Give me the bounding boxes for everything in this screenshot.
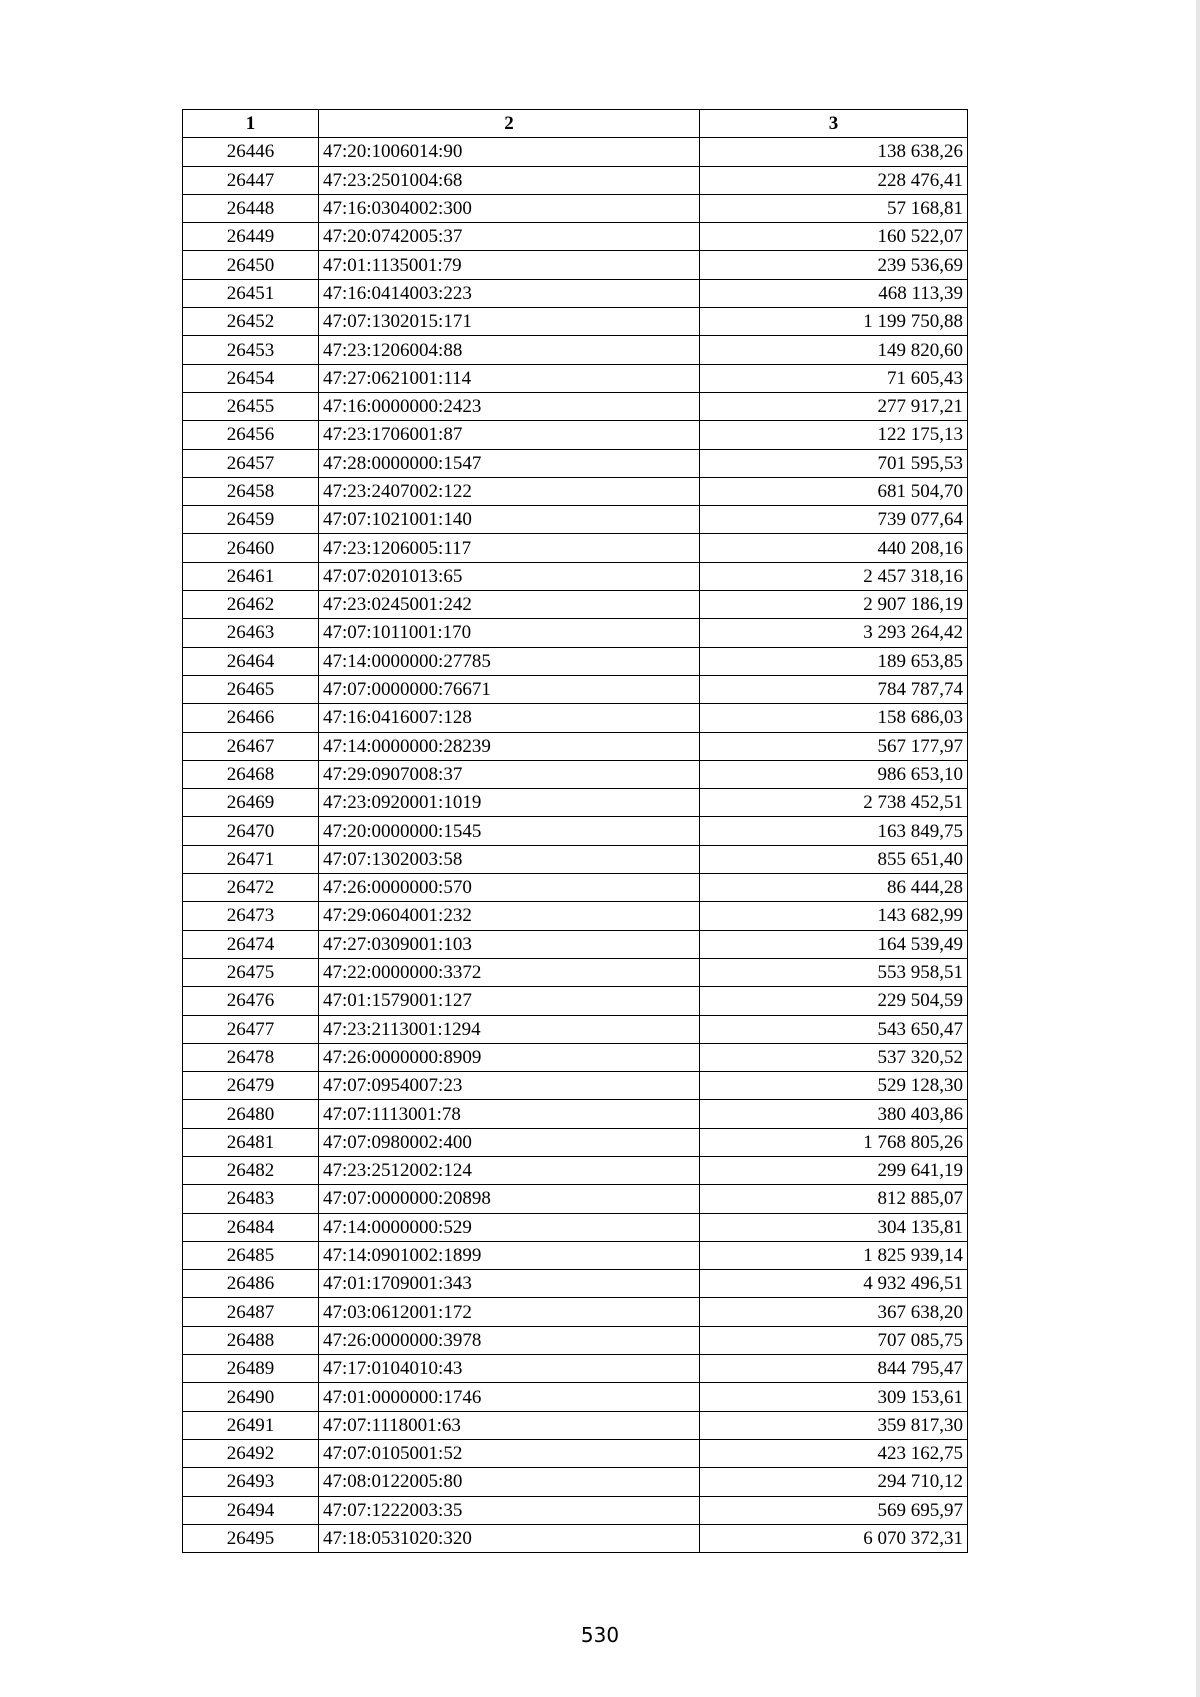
row-number-cell: 26486 <box>183 1270 319 1298</box>
value-cell: 71 605,43 <box>700 364 968 392</box>
header-col-3: 3 <box>700 110 968 138</box>
table-row <box>183 223 968 251</box>
value-cell: 681 504,70 <box>700 477 968 505</box>
value-cell: 569 695,97 <box>700 1496 968 1524</box>
value-cell: 304 135,81 <box>700 1213 968 1241</box>
row-number-cell: 26471 <box>183 845 319 873</box>
table-row <box>183 279 968 307</box>
table-row <box>183 789 968 817</box>
cadastral-number-cell: 47:29:0907008:37 <box>319 760 700 788</box>
row-number-cell: 26457 <box>183 449 319 477</box>
row-number-cell: 26461 <box>183 562 319 590</box>
value-cell: 380 403,86 <box>700 1100 968 1128</box>
cadastral-number-cell: 47:07:1118001:63 <box>319 1411 700 1439</box>
value-cell: 294 710,12 <box>700 1468 968 1496</box>
value-cell: 149 820,60 <box>700 336 968 364</box>
table-row <box>183 902 968 930</box>
cadastral-number-cell: 47:18:0531020:320 <box>319 1524 700 1552</box>
row-number-cell: 26493 <box>183 1468 319 1496</box>
data-table <box>182 109 968 1553</box>
cadastral-number-cell: 47:08:0122005:80 <box>319 1468 700 1496</box>
row-number-cell: 26477 <box>183 1015 319 1043</box>
cadastral-number-cell: 47:14:0000000:28239 <box>319 732 700 760</box>
value-cell: 855 651,40 <box>700 845 968 873</box>
table-row <box>183 1043 968 1071</box>
row-number-cell: 26489 <box>183 1355 319 1383</box>
table-row <box>183 477 968 505</box>
value-cell: 1 199 750,88 <box>700 308 968 336</box>
cadastral-number-cell: 47:23:2113001:1294 <box>319 1015 700 1043</box>
value-cell: 543 650,47 <box>700 1015 968 1043</box>
table-row <box>183 392 968 420</box>
row-number-cell: 26474 <box>183 930 319 958</box>
row-number-cell: 26465 <box>183 675 319 703</box>
table-row <box>183 1185 968 1213</box>
value-cell: 537 320,52 <box>700 1043 968 1071</box>
value-cell: 143 682,99 <box>700 902 968 930</box>
cadastral-number-cell: 47:07:0000000:76671 <box>319 675 700 703</box>
table-row <box>183 336 968 364</box>
row-number-cell: 26490 <box>183 1383 319 1411</box>
row-number-cell: 26463 <box>183 619 319 647</box>
row-number-cell: 26449 <box>183 223 319 251</box>
cadastral-number-cell: 47:23:0245001:242 <box>319 591 700 619</box>
value-cell: 2 457 318,16 <box>700 562 968 590</box>
row-number-cell: 26472 <box>183 874 319 902</box>
value-cell: 228 476,41 <box>700 166 968 194</box>
row-number-cell: 26459 <box>183 506 319 534</box>
cadastral-number-cell: 47:20:1006014:90 <box>319 138 700 166</box>
cadastral-number-cell: 47:16:0000000:2423 <box>319 392 700 420</box>
table-row <box>183 930 968 958</box>
header-row <box>183 110 968 138</box>
value-cell: 309 153,61 <box>700 1383 968 1411</box>
cadastral-number-cell: 47:07:1011001:170 <box>319 619 700 647</box>
table-row <box>183 817 968 845</box>
cadastral-number-cell: 47:14:0901002:1899 <box>319 1241 700 1269</box>
cadastral-number-cell: 47:17:0104010:43 <box>319 1355 700 1383</box>
value-cell: 529 128,30 <box>700 1072 968 1100</box>
cadastral-number-cell: 47:23:1706001:87 <box>319 421 700 449</box>
cadastral-number-cell: 47:07:0201013:65 <box>319 562 700 590</box>
table-row <box>183 308 968 336</box>
value-cell: 163 849,75 <box>700 817 968 845</box>
cadastral-number-cell: 47:26:0000000:8909 <box>319 1043 700 1071</box>
row-number-cell: 26494 <box>183 1496 319 1524</box>
table-body <box>183 138 968 1553</box>
cadastral-number-cell: 47:26:0000000:570 <box>319 874 700 902</box>
table-row <box>183 619 968 647</box>
table-header <box>183 110 968 138</box>
table-row <box>183 1468 968 1496</box>
value-cell: 739 077,64 <box>700 506 968 534</box>
row-number-cell: 26447 <box>183 166 319 194</box>
table-row <box>183 1326 968 1354</box>
table-row <box>183 760 968 788</box>
value-cell: 229 504,59 <box>700 987 968 1015</box>
row-number-cell: 26462 <box>183 591 319 619</box>
value-cell: 239 536,69 <box>700 251 968 279</box>
row-number-cell: 26452 <box>183 308 319 336</box>
value-cell: 138 638,26 <box>700 138 968 166</box>
row-number-cell: 26468 <box>183 760 319 788</box>
row-number-cell: 26448 <box>183 194 319 222</box>
cadastral-number-cell: 47:01:1135001:79 <box>319 251 700 279</box>
cadastral-number-cell: 47:26:0000000:3978 <box>319 1326 700 1354</box>
row-number-cell: 26475 <box>183 958 319 986</box>
cadastral-number-cell: 47:20:0000000:1545 <box>319 817 700 845</box>
cadastral-number-cell: 47:03:0612001:172 <box>319 1298 700 1326</box>
page-number: 530 <box>580 1623 620 1647</box>
table-row <box>183 591 968 619</box>
cadastral-number-cell: 47:01:1709001:343 <box>319 1270 700 1298</box>
value-cell: 986 653,10 <box>700 760 968 788</box>
table-row <box>183 1411 968 1439</box>
header-col-2: 2 <box>319 110 700 138</box>
table-row <box>183 166 968 194</box>
cadastral-number-cell: 47:07:1302015:171 <box>319 308 700 336</box>
row-number-cell: 26476 <box>183 987 319 1015</box>
row-number-cell: 26466 <box>183 704 319 732</box>
table-row <box>183 364 968 392</box>
cadastral-number-cell: 47:27:0621001:114 <box>319 364 700 392</box>
cadastral-number-cell: 47:23:1206004:88 <box>319 336 700 364</box>
cadastral-number-cell: 47:07:1302003:58 <box>319 845 700 873</box>
table-row <box>183 1383 968 1411</box>
row-number-cell: 26454 <box>183 364 319 392</box>
row-number-cell: 26484 <box>183 1213 319 1241</box>
table-row <box>183 647 968 675</box>
row-number-cell: 26478 <box>183 1043 319 1071</box>
value-cell: 359 817,30 <box>700 1411 968 1439</box>
table-row <box>183 1015 968 1043</box>
cadastral-number-cell: 47:16:0416007:128 <box>319 704 700 732</box>
table-row <box>183 704 968 732</box>
value-cell: 164 539,49 <box>700 930 968 958</box>
table-row <box>183 987 968 1015</box>
value-cell: 701 595,53 <box>700 449 968 477</box>
cadastral-number-cell: 47:22:0000000:3372 <box>319 958 700 986</box>
row-number-cell: 26464 <box>183 647 319 675</box>
table-row <box>183 1100 968 1128</box>
table-row <box>183 1496 968 1524</box>
table-row <box>183 845 968 873</box>
value-cell: 844 795,47 <box>700 1355 968 1383</box>
table-row <box>183 1298 968 1326</box>
row-number-cell: 26460 <box>183 534 319 562</box>
row-number-cell: 26491 <box>183 1411 319 1439</box>
table-row <box>183 732 968 760</box>
table-row <box>183 1072 968 1100</box>
table-row <box>183 138 968 166</box>
cadastral-number-cell: 47:07:1222003:35 <box>319 1496 700 1524</box>
table-row <box>183 251 968 279</box>
cadastral-number-cell: 47:14:0000000:27785 <box>319 647 700 675</box>
row-number-cell: 26495 <box>183 1524 319 1552</box>
row-number-cell: 26453 <box>183 336 319 364</box>
value-cell: 160 522,07 <box>700 223 968 251</box>
cadastral-number-cell: 47:16:0304002:300 <box>319 194 700 222</box>
cadastral-number-cell: 47:14:0000000:529 <box>319 1213 700 1241</box>
value-cell: 4 932 496,51 <box>700 1270 968 1298</box>
row-number-cell: 26492 <box>183 1439 319 1467</box>
page-edge <box>1196 0 1200 1697</box>
value-cell: 57 168,81 <box>700 194 968 222</box>
row-number-cell: 26488 <box>183 1326 319 1354</box>
cadastral-number-cell: 47:23:0920001:1019 <box>319 789 700 817</box>
cadastral-number-cell: 47:07:0980002:400 <box>319 1128 700 1156</box>
value-cell: 440 208,16 <box>700 534 968 562</box>
value-cell: 1 825 939,14 <box>700 1241 968 1269</box>
table-row <box>183 1439 968 1467</box>
row-number-cell: 26451 <box>183 279 319 307</box>
row-number-cell: 26473 <box>183 902 319 930</box>
table-row <box>183 874 968 902</box>
value-cell: 423 162,75 <box>700 1439 968 1467</box>
table-row <box>183 675 968 703</box>
cadastral-number-cell: 47:07:0000000:20898 <box>319 1185 700 1213</box>
header-col-1: 1 <box>183 110 319 138</box>
table-row <box>183 1213 968 1241</box>
value-cell: 707 085,75 <box>700 1326 968 1354</box>
value-cell: 567 177,97 <box>700 732 968 760</box>
cadastral-number-cell: 47:27:0309001:103 <box>319 930 700 958</box>
row-number-cell: 26458 <box>183 477 319 505</box>
table-row <box>183 958 968 986</box>
value-cell: 468 113,39 <box>700 279 968 307</box>
cadastral-number-cell: 47:29:0604001:232 <box>319 902 700 930</box>
cadastral-number-cell: 47:23:2501004:68 <box>319 166 700 194</box>
value-cell: 6 070 372,31 <box>700 1524 968 1552</box>
row-number-cell: 26446 <box>183 138 319 166</box>
row-number-cell: 26470 <box>183 817 319 845</box>
table-row <box>183 421 968 449</box>
row-number-cell: 26455 <box>183 392 319 420</box>
cadastral-number-cell: 47:23:1206005:117 <box>319 534 700 562</box>
row-number-cell: 26483 <box>183 1185 319 1213</box>
value-cell: 2 907 186,19 <box>700 591 968 619</box>
row-number-cell: 26480 <box>183 1100 319 1128</box>
value-cell: 3 293 264,42 <box>700 619 968 647</box>
table-row <box>183 1270 968 1298</box>
cadastral-number-cell: 47:01:1579001:127 <box>319 987 700 1015</box>
value-cell: 784 787,74 <box>700 675 968 703</box>
row-number-cell: 26469 <box>183 789 319 817</box>
table-row <box>183 1128 968 1156</box>
value-cell: 553 958,51 <box>700 958 968 986</box>
cadastral-number-cell: 47:07:0954007:23 <box>319 1072 700 1100</box>
cadastral-number-cell: 47:23:2407002:122 <box>319 477 700 505</box>
value-cell: 367 638,20 <box>700 1298 968 1326</box>
value-cell: 299 641,19 <box>700 1156 968 1184</box>
row-number-cell: 26481 <box>183 1128 319 1156</box>
value-cell: 158 686,03 <box>700 704 968 732</box>
cadastral-number-cell: 47:16:0414003:223 <box>319 279 700 307</box>
value-cell: 277 917,21 <box>700 392 968 420</box>
row-number-cell: 26487 <box>183 1298 319 1326</box>
cadastral-number-cell: 47:28:0000000:1547 <box>319 449 700 477</box>
row-number-cell: 26456 <box>183 421 319 449</box>
value-cell: 2 738 452,51 <box>700 789 968 817</box>
table-row <box>183 562 968 590</box>
value-cell: 812 885,07 <box>700 1185 968 1213</box>
table-row <box>183 506 968 534</box>
row-number-cell: 26479 <box>183 1072 319 1100</box>
row-number-cell: 26485 <box>183 1241 319 1269</box>
cadastral-number-cell: 47:01:0000000:1746 <box>319 1383 700 1411</box>
row-number-cell: 26450 <box>183 251 319 279</box>
value-cell: 86 444,28 <box>700 874 968 902</box>
table-row <box>183 449 968 477</box>
cadastral-number-cell: 47:07:1021001:140 <box>319 506 700 534</box>
value-cell: 122 175,13 <box>700 421 968 449</box>
row-number-cell: 26467 <box>183 732 319 760</box>
row-number-cell: 26482 <box>183 1156 319 1184</box>
cadastral-number-cell: 47:07:1113001:78 <box>319 1100 700 1128</box>
table-row <box>183 534 968 562</box>
value-cell: 189 653,85 <box>700 647 968 675</box>
value-cell: 1 768 805,26 <box>700 1128 968 1156</box>
cadastral-number-cell: 47:20:0742005:37 <box>319 223 700 251</box>
cadastral-number-cell: 47:23:2512002:124 <box>319 1156 700 1184</box>
table-row <box>183 1156 968 1184</box>
table-row <box>183 1241 968 1269</box>
table-row <box>183 1524 968 1552</box>
table-row <box>183 1355 968 1383</box>
table-row <box>183 194 968 222</box>
cadastral-number-cell: 47:07:0105001:52 <box>319 1439 700 1467</box>
